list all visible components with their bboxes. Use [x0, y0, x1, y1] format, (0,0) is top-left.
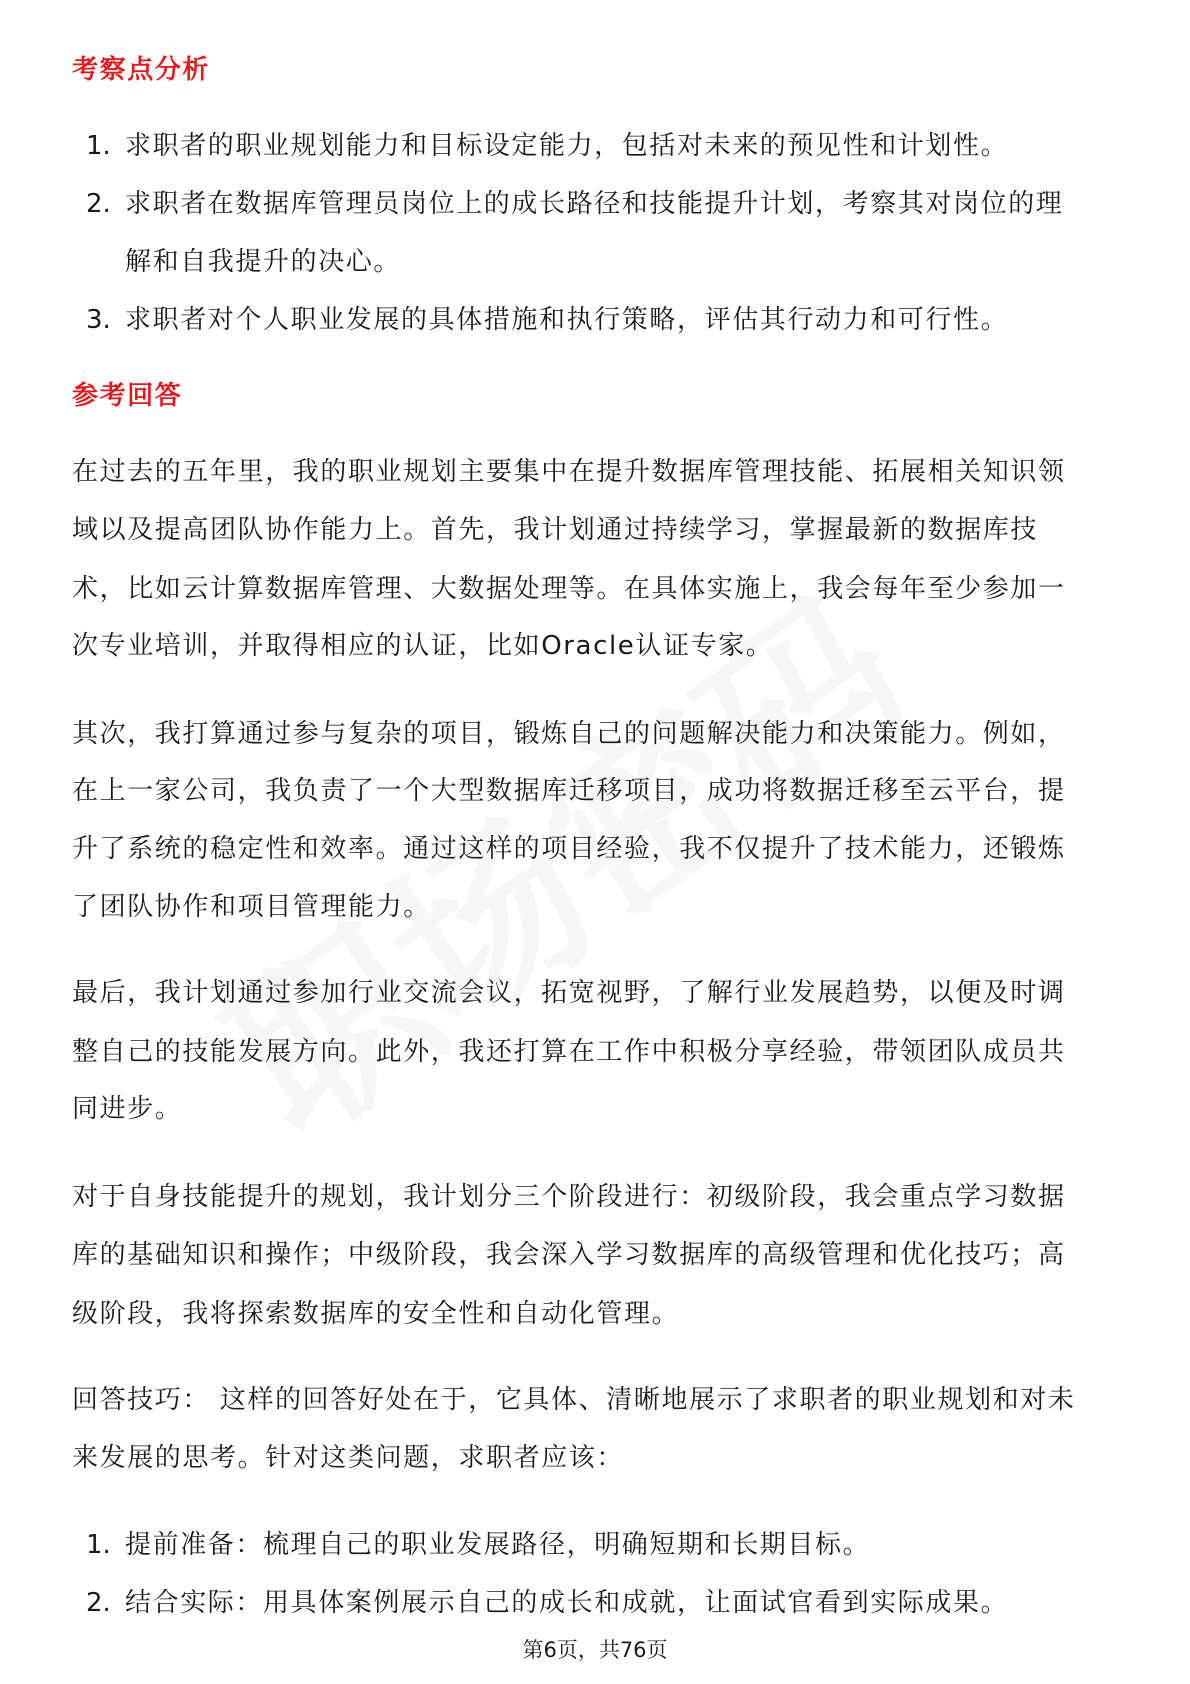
list-number: 3. — [86, 305, 111, 335]
paragraph-line: 了团队协作和项目管理能力。 — [72, 892, 431, 922]
paragraph-line: 升了系统的稳定性和效率。通过这样的项目经验，我不仅提升了技术能力，还锻炼 — [72, 834, 1066, 864]
paragraph-line: 域以及提高团队协作能力上。首先，我计划通过持续学习，掌握最新的数据库技 — [72, 515, 1039, 545]
paragraph-line: 其次，我打算通过参与复杂的项目，锻炼自己的问题解决能力和决策能力。例如， — [72, 719, 1066, 749]
paragraph-line: 在过去的五年里，我的职业规划主要集中在提升数据库管理技能、拓展相关知识领 — [72, 457, 1066, 487]
list-number: 1. — [86, 1530, 111, 1560]
paragraph-line: 对于自身技能提升的规划，我计划分三个阶段进行：初级阶段，我会重点学习数据 — [72, 1182, 1066, 1212]
paragraph-line: 整自己的技能发展方向。此外，我还打算在工作中积极分享经验，带领团队成员共 — [72, 1037, 1066, 1067]
list-item: 求职者的职业规划能力和目标设定能力，包括对未来的预见性和计划性。 — [125, 131, 1009, 161]
list-number: 1. — [86, 131, 111, 161]
list-item: 求职者对个人职业发展的具体措施和执行策略，评估其行动力和可行性。 — [125, 305, 1009, 335]
paragraph-line: 在上一家公司，我负责了一个大型数据库迁移项目，成功将数据迁移至云平台，提 — [72, 776, 1066, 806]
paragraph-line: 次专业培训，并取得相应的认证，比如Oracle认证专家。 — [72, 631, 774, 661]
tip-item: 提前准备：梳理自己的职业发展路径，明确短期和长期目标。 — [125, 1530, 871, 1560]
section-heading-analysis: 考察点分析 — [72, 55, 211, 85]
section-heading-answer: 参考回答 — [72, 381, 183, 411]
paragraph-line: 术，比如云计算数据库管理、大数据处理等。在具体实施上，我会每年至少参加一 — [72, 574, 1066, 604]
tip-item: 结合实际：用具体案例展示自己的成长和成就，让面试官看到实际成果。 — [125, 1588, 1009, 1618]
paragraph-line: 级阶段，我将探索数据库的安全性和自动化管理。 — [72, 1299, 680, 1329]
paragraph-line: 来发展的思考。针对这类问题，求职者应该： — [72, 1443, 625, 1473]
page-number: 第6页，共76页 — [522, 1638, 668, 1662]
list-number: 2. — [86, 189, 111, 219]
paragraph-line: 同进步。 — [72, 1094, 183, 1124]
list-item: 求职者在数据库管理员岗位上的成长路径和技能提升计划，考察其对岗位的理 — [125, 189, 1064, 219]
list-number: 2. — [86, 1588, 111, 1618]
paragraph-line: 回答技巧： 这样的回答好处在于，它具体、清晰地展示了求职者的职业规划和对未 — [72, 1385, 1076, 1415]
paragraph-line: 库的基础知识和操作；中级阶段，我会深入学习数据库的高级管理和优化技巧；高 — [72, 1240, 1066, 1270]
list-item-continued: 解和自我提升的决心。 — [125, 247, 402, 277]
paragraph-line: 最后，我计划通过参加行业交流会议，拓宽视野，了解行业发展趋势，以便及时调 — [72, 978, 1066, 1008]
